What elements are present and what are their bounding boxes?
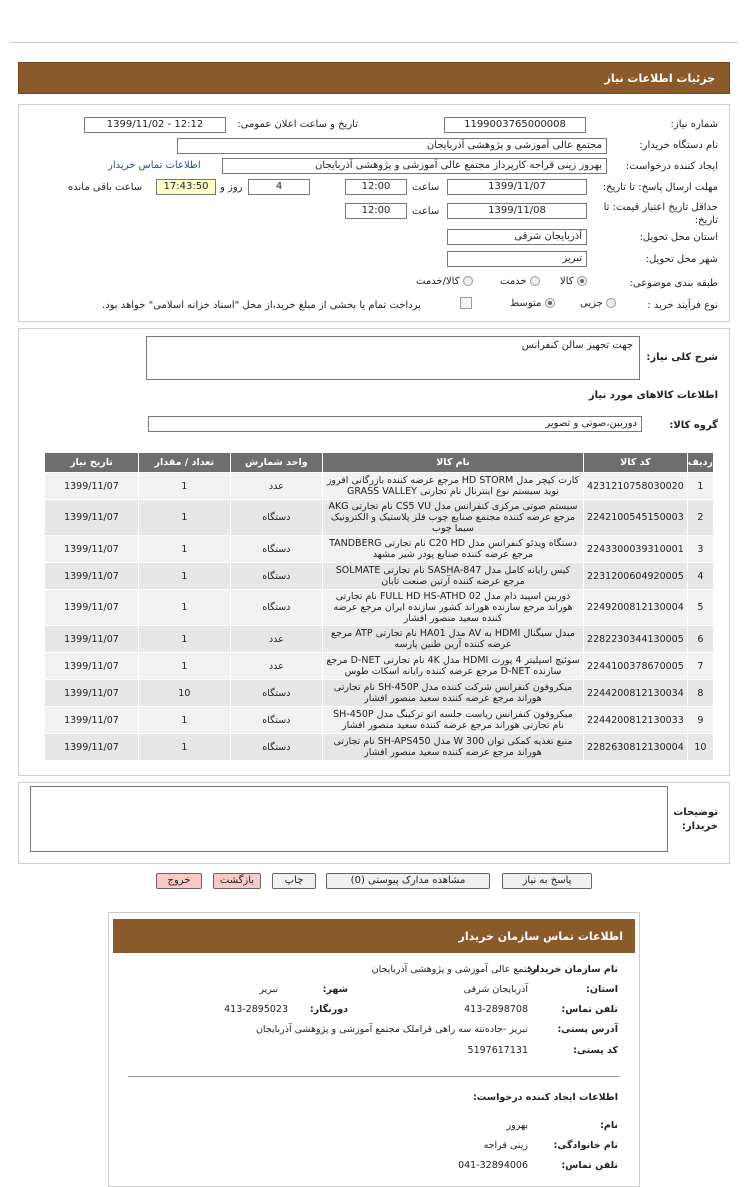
item-name: دوربین اسپید دام مدل FULL HD HS-ATHD 02 نام تجارتی هوراند مرجع سازنده هوراند کشور سازنده ایران مرجع عرضه کننده سعید منصور افشار <box>322 590 583 626</box>
item-qty: 1 <box>138 707 230 734</box>
item-name: میکروفون کنفرانس شرکت کننده مدل SH-450P نام تجارتی هوراند مرجع عرضه کننده سعید منصور افشار <box>322 680 583 707</box>
row-number: 3 <box>687 536 713 563</box>
item-name: مبدل سیگنال HDMI به AV مدل HA01 نام تجارتی ATP مرجع عرضه کننده آرین طنین پارسه <box>322 626 583 653</box>
creator-label: ایجاد کننده درخواست: <box>625 161 718 172</box>
remaining-label: ساعت باقی مانده <box>68 182 143 193</box>
top-divider <box>10 42 738 43</box>
item-code: 2282230344130005 <box>584 626 688 653</box>
org-value: مجتمع عالی آموزشی و پژوهشی آذربایجان <box>371 964 538 975</box>
item-name: سیستم صوتی مرکزی کنفرانس مدل CS5 VU نام تجارتی AKG مرجع عرضه کننده مجتمع صنایع چوب فلز پلاستیک و الکترونیک سیما چوب <box>322 500 583 536</box>
item-date: 1399/11/07 <box>45 680 139 707</box>
row-number: 8 <box>687 680 713 707</box>
contact-title: اطلاعات تماس سازمان خریدار <box>458 930 623 943</box>
table-row <box>45 563 714 590</box>
notes-label: توضیحات خریدار: <box>673 807 718 832</box>
group-label: گروه کالا: <box>669 420 718 431</box>
radio-icon[interactable] <box>463 276 473 286</box>
category-option-both[interactable] <box>416 276 473 287</box>
item-name: دستگاه ویدئو کنفرانس مدل C20 HD نام تجارتی TANDBERG مرجع عرضه کننده صنایع پودر شیر مشهد <box>322 536 583 563</box>
item-date: 1399/11/07 <box>45 707 139 734</box>
item-date: 1399/11/07 <box>45 626 139 653</box>
item-name: کارت کپچر مدل HD STORM مرجع عرضه کننده بازرگانی افروز نوید سیستم نوع اینترنال نام تجارتی GRASS VALLEY <box>322 473 583 500</box>
table-row <box>45 626 714 653</box>
item-qty: 1 <box>138 626 230 653</box>
province-label: استان محل تحویل: <box>639 232 718 243</box>
row-number: 10 <box>687 734 713 761</box>
table-row <box>45 590 714 626</box>
back-button[interactable]: بازگشت <box>213 873 261 889</box>
buyer-field: مجتمع عالی آموزشی و پژوهشی آذربایجان <box>177 138 607 154</box>
item-code: 2249200812130004 <box>584 590 688 626</box>
creator-family-value: زینی قراجه <box>483 1140 528 1151</box>
validity-label: حداقل تاریخ اعتبار قیمت: تا تاریخ: <box>603 202 718 226</box>
item-unit: دستگاه <box>230 734 322 761</box>
reply-button[interactable]: پاسخ به نیاز <box>502 873 592 889</box>
row-number: 1 <box>687 473 713 500</box>
postal-value: 5197617131 <box>467 1045 528 1056</box>
col-qty: تعداد / مقدار <box>138 453 230 473</box>
validity-time-label: ساعت <box>412 206 440 217</box>
col-row: ردیف <box>687 453 713 473</box>
contact-province-value: آذربایجان شرقی <box>463 984 528 995</box>
exit-button[interactable]: خروج <box>156 873 202 889</box>
treasury-checkbox[interactable] <box>460 297 472 309</box>
radio-icon[interactable] <box>577 276 587 286</box>
item-qty: 1 <box>138 563 230 590</box>
category-option-both-label: کالا/خدمت <box>416 276 460 287</box>
announce-label: تاریخ و ساعت اعلان عمومی: <box>237 119 358 130</box>
item-unit: دستگاه <box>230 680 322 707</box>
item-date: 1399/11/07 <box>45 734 139 761</box>
validity-date-field: 1399/11/08 <box>447 203 587 219</box>
contact-phone-value: 413-2898708 <box>464 1004 528 1015</box>
summary-label: شرح کلی نیاز: <box>646 352 718 363</box>
item-date: 1399/11/07 <box>45 536 139 563</box>
buyer-label: نام دستگاه خریدار: <box>639 140 718 151</box>
contact-city-label: شهر: <box>322 984 348 995</box>
category-option-service-label: خدمت <box>500 276 527 287</box>
item-code: 2282630812130004 <box>584 734 688 761</box>
items-title: اطلاعات کالاهای مورد نیاز <box>588 390 718 401</box>
item-unit: عدد <box>230 473 322 500</box>
validity-time-field: 12:00 <box>345 203 407 219</box>
contact-phone-label: تلفن تماس: <box>561 1004 618 1015</box>
creator-phone-value: 041-32894006 <box>458 1160 528 1171</box>
creator-name-label: نام: <box>600 1120 618 1131</box>
contact-fax-label: دورنگار: <box>309 1004 348 1015</box>
item-code: 2244100378670005 <box>584 653 688 680</box>
item-unit: دستگاه <box>230 590 322 626</box>
item-date: 1399/11/07 <box>45 473 139 500</box>
page-title: جزئیات اطلاعات نیاز <box>604 72 715 85</box>
contact-header <box>113 919 635 953</box>
item-name: کیس رایانه کامل مدل SASHA-847 نام تجارتی SOLMATE مرجع عرضه کننده آرتین صنعت تابان <box>322 563 583 590</box>
table-row <box>45 680 714 707</box>
city-label: شهر محل تحویل: <box>645 254 718 265</box>
item-qty: 1 <box>138 653 230 680</box>
print-button[interactable]: چاپ <box>272 873 316 889</box>
category-label: طبقه بندی موضوعی: <box>629 278 718 289</box>
category-option-goods-label: کالا <box>560 276 574 287</box>
row-number: 2 <box>687 500 713 536</box>
postal-label: کد پستی: <box>573 1045 618 1056</box>
process-option-minor-label: جزیی <box>580 298 603 309</box>
address-value: تبریز -جاده‌تنه سه راهی قراملک مجتمع آموزشی و پژوهشی آذربایجان <box>255 1024 528 1035</box>
item-qty: 1 <box>138 473 230 500</box>
radio-icon[interactable] <box>530 276 540 286</box>
item-code: 4231210758030020 <box>584 473 688 500</box>
items-table <box>44 452 714 761</box>
deadline-date-field: 1399/11/07 <box>447 179 587 195</box>
row-number: 7 <box>687 653 713 680</box>
process-option-medium[interactable] <box>510 298 555 309</box>
col-code: کد کالا <box>584 453 688 473</box>
process-option-medium-label: متوسط <box>510 298 542 309</box>
deadline-time-label: ساعت <box>412 182 440 193</box>
item-unit: دستگاه <box>230 500 322 536</box>
row-number: 5 <box>687 590 713 626</box>
item-qty: 1 <box>138 734 230 761</box>
process-label: نوع فرآیند خرید : <box>647 300 718 311</box>
contact-fax-value: 413-2895023 <box>224 1004 288 1015</box>
item-unit: دستگاه <box>230 707 322 734</box>
radio-icon[interactable] <box>606 298 616 308</box>
table-row <box>45 653 714 680</box>
col-unit: واحد شمارش <box>230 453 322 473</box>
table-row <box>45 734 714 761</box>
creator-phone-label: تلفن تماس: <box>561 1160 618 1171</box>
table-row <box>45 473 714 500</box>
deadline-time-field: 12:00 <box>345 179 407 195</box>
org-label: نام سازمان خریدار: <box>527 964 618 975</box>
table-header-row <box>45 453 714 473</box>
row-number: 4 <box>687 563 713 590</box>
item-qty: 1 <box>138 500 230 536</box>
buyer-contact-link[interactable]: اطلاعات تماس خریدار <box>108 160 201 171</box>
item-qty: 1 <box>138 590 230 626</box>
announce-field: 1399/11/02 - 12:12 <box>84 117 226 133</box>
address-label: آدرس پستی: <box>557 1024 618 1035</box>
item-unit: دستگاه <box>230 563 322 590</box>
item-code: 2243300039310001 <box>584 536 688 563</box>
item-code: 2244200812130033 <box>584 707 688 734</box>
item-name: میکروفون کنفرانس ریاست جلسه اتو ترکینگ مدل SH-450P نام تجارتی هوراند مرجع عرضه کننده سعید منصور افشار <box>322 707 583 734</box>
item-date: 1399/11/07 <box>45 653 139 680</box>
process-option-minor[interactable] <box>580 298 616 309</box>
item-code: 2244200812130034 <box>584 680 688 707</box>
row-number: 6 <box>687 626 713 653</box>
category-option-goods[interactable] <box>560 276 587 287</box>
creator-name-value: بهروز <box>506 1120 528 1131</box>
table-row <box>45 536 714 563</box>
creator-family-label: نام خانوادگی: <box>553 1140 618 1151</box>
summary-field: جهت تجهیز سالن کنفرانس <box>146 336 640 380</box>
contact-province-label: استان: <box>586 984 618 995</box>
city-field: تبریز <box>447 251 587 267</box>
notes-field <box>30 786 668 852</box>
province-field: آذربایجان شرقی <box>447 229 587 245</box>
need-number-label: شماره نیاز: <box>670 119 718 130</box>
item-code: 2231200604920005 <box>584 563 688 590</box>
row-number: 9 <box>687 707 713 734</box>
item-unit: عدد <box>230 653 322 680</box>
payment-note: پرداخت تمام یا بخشی از مبلغ خرید،از محل "اسناد خزانه اسلامی" خواهد بود. <box>102 300 421 311</box>
item-qty: 10 <box>138 680 230 707</box>
table-row <box>45 707 714 734</box>
contact-divider <box>128 1076 620 1077</box>
item-qty: 1 <box>138 536 230 563</box>
col-date: تاریخ نیاز <box>45 453 139 473</box>
creator-info-title: اطلاعات ایجاد کننده درخواست: <box>472 1092 618 1103</box>
days-field: 4 <box>248 179 310 195</box>
deadline-label: مهلت ارسال پاسخ: تا تاریخ: <box>602 182 718 193</box>
group-field: دوربین،صوتی و تصویر <box>148 416 642 432</box>
contact-city-value: تبریز <box>259 984 278 995</box>
table-row <box>45 500 714 536</box>
category-option-service[interactable] <box>500 276 540 287</box>
need-number-field: 1199003765000008 <box>444 117 586 133</box>
remaining-time-field: 17:43:50 <box>156 179 216 195</box>
creator-field: بهروز زینی قراجه کارپرداز مجتمع عالی آموزشی و پژوهشی آذربایجان <box>222 158 607 174</box>
item-name: منبع تغذیه کمکی توان 300 W مدل SH-APS450 نام تجارتی هوراند مرجع عرضه کننده سعید منصور افشار <box>322 734 583 761</box>
item-unit: عدد <box>230 626 322 653</box>
item-code: 2242100545150003 <box>584 500 688 536</box>
days-label: روز و <box>220 182 243 193</box>
item-unit: دستگاه <box>230 536 322 563</box>
item-date: 1399/11/07 <box>45 563 139 590</box>
item-date: 1399/11/07 <box>45 590 139 626</box>
radio-icon[interactable] <box>545 298 555 308</box>
page-header <box>18 62 730 94</box>
attachments-button[interactable]: مشاهده مدارک پیوستی (0) <box>326 873 490 889</box>
item-date: 1399/11/07 <box>45 500 139 536</box>
item-name: سوئیچ اسپلیتر 4 پورت HDMI مدل 4K نام تجارتی D-NET مرجع سازنده D-NET مرجع عرضه کننده رایانه اسکات طوس <box>322 653 583 680</box>
col-name: نام کالا <box>322 453 583 473</box>
